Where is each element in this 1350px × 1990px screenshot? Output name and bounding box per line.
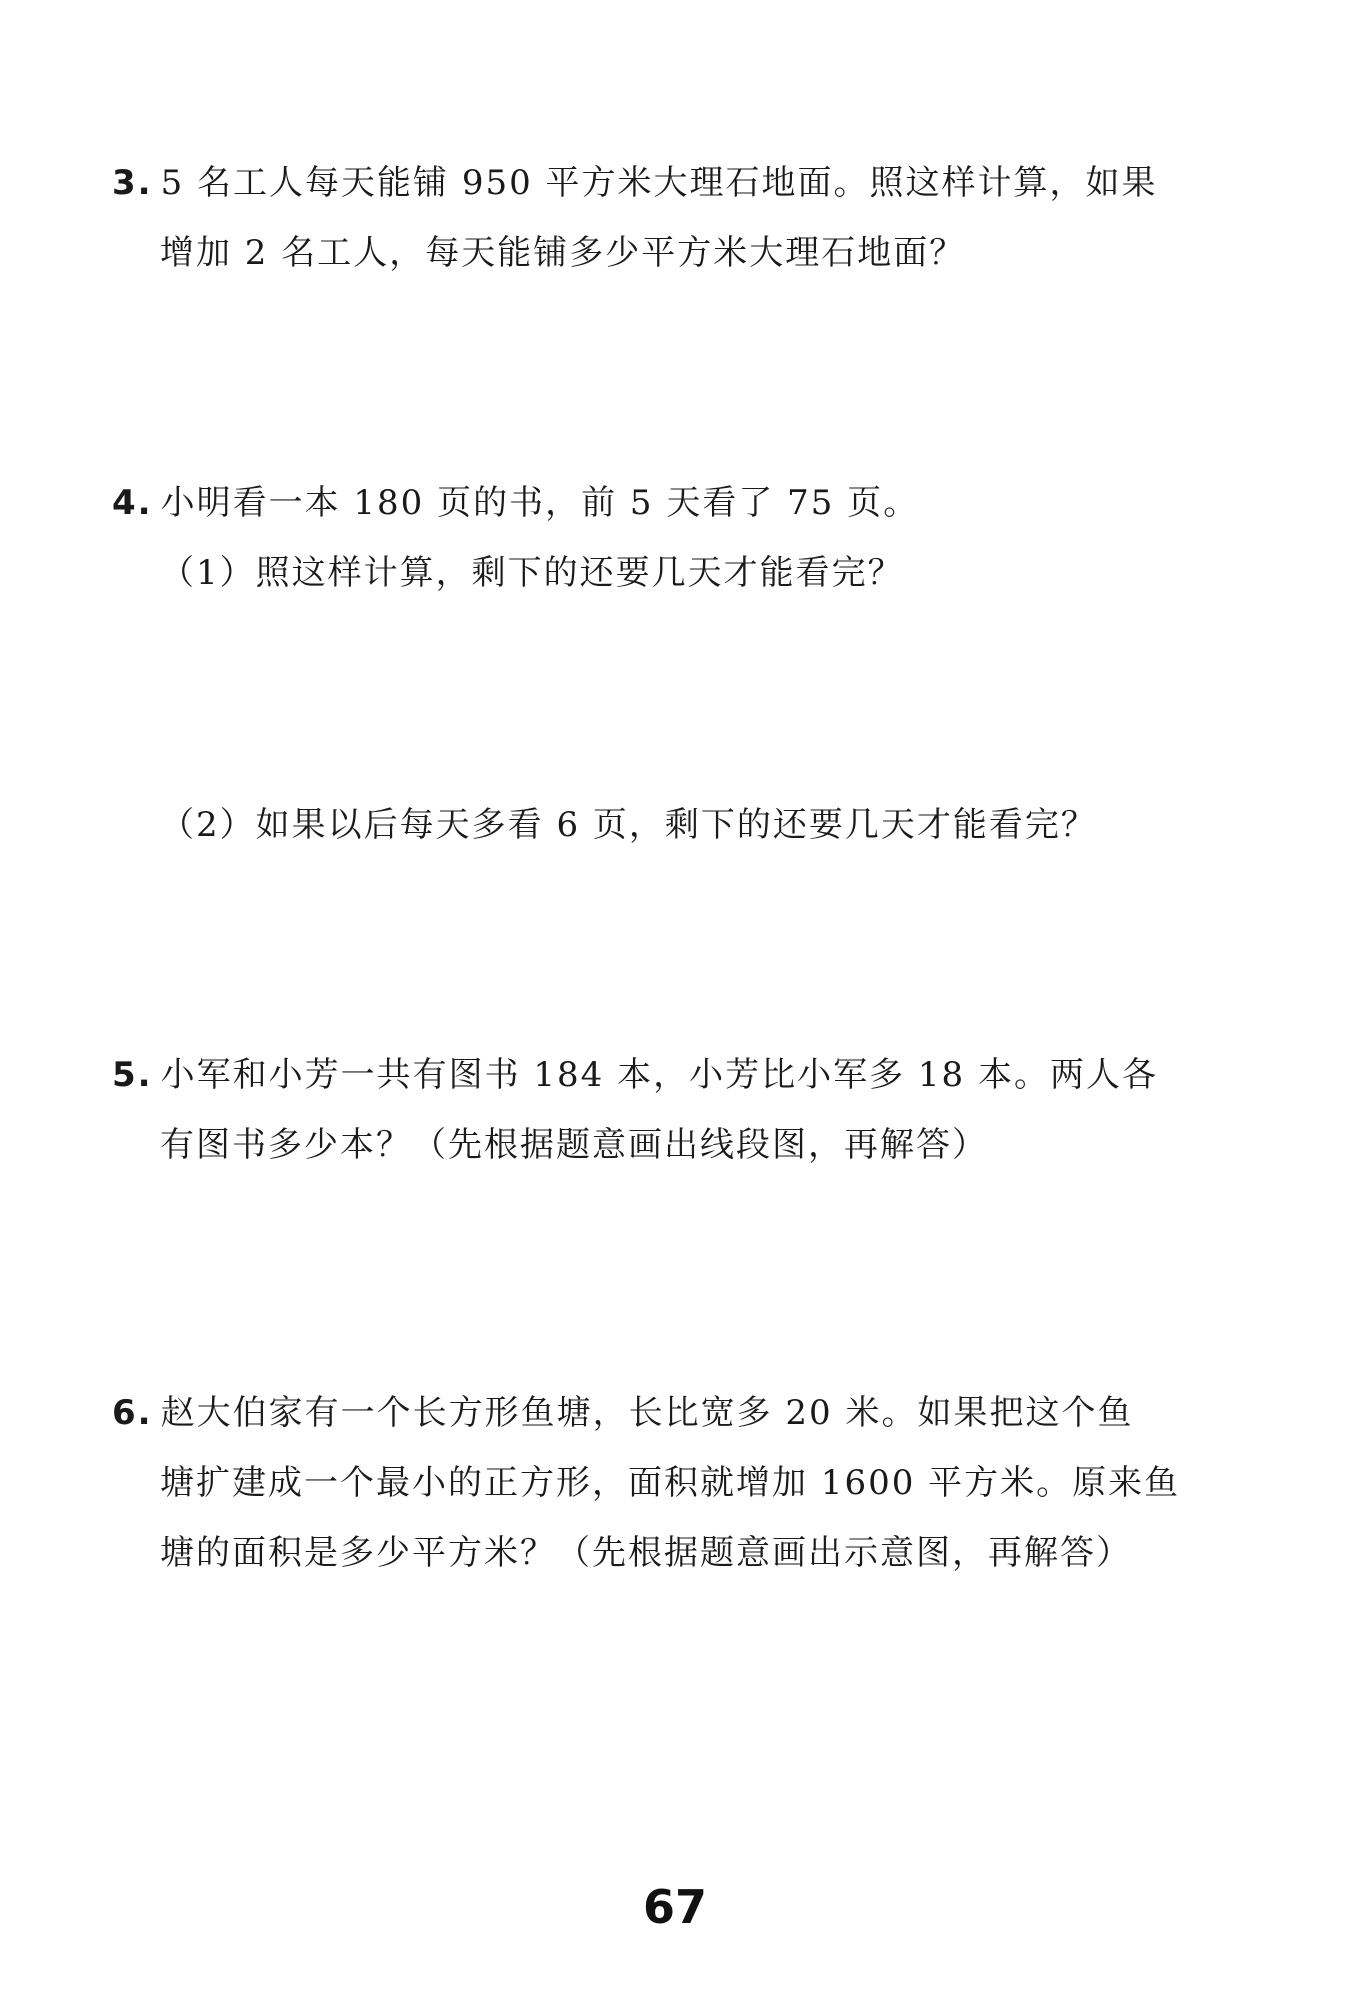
problem-3-line-1 xyxy=(112,148,1252,218)
problem-3 xyxy=(112,148,1252,288)
problem-6-number: 6. xyxy=(112,1393,153,1433)
problem-5-line-1 xyxy=(112,1040,1252,1110)
problem-5 xyxy=(112,1040,1252,1180)
problem-5-text-2: 有图书多少本？（先根据题意画出线段图，再解答） xyxy=(160,1125,988,1165)
problem-3-text-2: 增加 2 名工人，每天能铺多少平方米大理石地面？ xyxy=(160,233,966,273)
problem-6-text-3: 塘的面积是多少平方米？（先根据题意画出示意图，再解答） xyxy=(160,1533,1132,1573)
problem-3-text-1: 5 名工人每天能铺 950 平方米大理石地面。照这样计算，如果 xyxy=(160,163,1158,203)
problem-6 xyxy=(112,1378,1252,1588)
problem-5-text-1: 小军和小芳一共有图书 184 本，小芳比小军多 18 本。两人各 xyxy=(160,1055,1158,1095)
problem-4-line-1 xyxy=(112,468,1252,538)
page-number: 67 xyxy=(642,1880,707,1934)
problem-4-part-2 xyxy=(112,790,1252,860)
problem-4-text-1: 小明看一本 180 页的书，前 5 天看了 75 页。 xyxy=(160,483,920,523)
problem-6-line-1 xyxy=(112,1378,1252,1448)
problem-4 xyxy=(112,468,1252,608)
problem-6-text-1: 赵大伯家有一个长方形鱼塘，长比宽多 20 米。如果把这个鱼 xyxy=(160,1393,1134,1433)
problem-4-subquestion-1: （1）照这样计算，剩下的还要几天才能看完？ xyxy=(160,553,904,593)
problem-3-number: 3. xyxy=(112,163,153,203)
problem-4-number: 4. xyxy=(112,483,153,523)
problem-6-text-2: 塘扩建成一个最小的正方形，面积就增加 1600 平方米。原来鱼 xyxy=(160,1463,1181,1503)
problem-5-number: 5. xyxy=(112,1055,153,1095)
problem-4-subquestion-2: （2）如果以后每天多看 6 页，剩下的还要几天才能看完？ xyxy=(160,805,1097,845)
